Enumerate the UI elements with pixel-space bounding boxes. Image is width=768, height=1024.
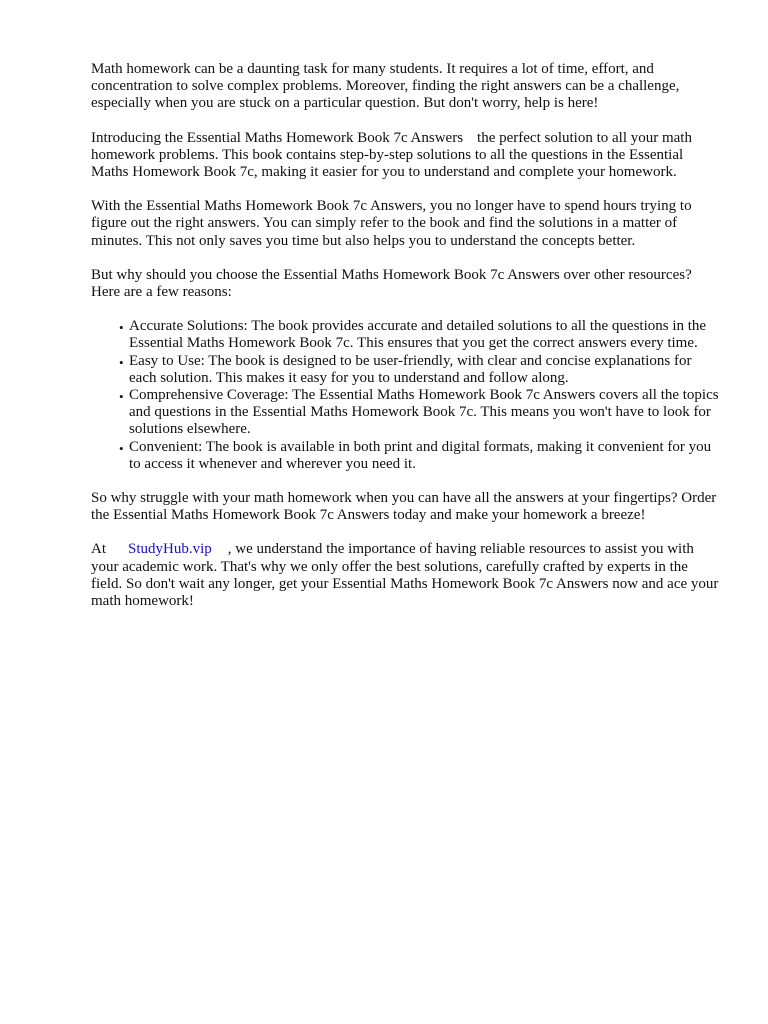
introducing-text-end: the perfect solution to all your math homework problems. This book contains step-by-step solutions to all the questions in the Essential Maths Homework Book 7c, making it easier for you to understand and complete your homework. <box>91 129 692 181</box>
closing-paragraph <box>91 541 721 610</box>
list-item-text: Accurate Solutions: The book provides accurate and detailed solutions to all the questions in the Essential Maths Homework Book 7c. This ensures that you get the correct answers every time. <box>129 318 707 352</box>
list-item-text: Convenient: The book is available in both print and digital formats, making it convenient for you to access it whenever and wherever you need it. <box>129 438 712 472</box>
document-body <box>91 61 721 627</box>
list-item <box>119 438 721 473</box>
closing-prefix: At <box>91 541 106 558</box>
intro-paragraph: Math homework can be a daunting task for many students. It requires a lot of time, effort, and concentration to solve complex problems. Moreover, finding the right answers can be a challenge, especially when you are stuck on a particular question. But don't worry, help is here! <box>91 61 680 112</box>
list-item-text: Comprehensive Coverage: The Essential Maths Homework Book 7c Answers covers all the topics and questions in the Essential Maths Homework Book 7c. This means you won't have to look for solutions elsewhere. <box>129 387 719 438</box>
list-item <box>119 318 721 352</box>
studyhub-link[interactable]: StudyHub.vip <box>128 541 212 558</box>
list-item <box>119 352 721 387</box>
reasons-intro-paragraph: But why should you choose the Essential Maths Homework Book 7c Answers over other resources? Here are a few reasons: <box>91 266 692 301</box>
reasons-list <box>91 318 721 473</box>
introducing-text-start: Introducing the Essential Maths Homework Book 7c Answers <box>91 129 464 146</box>
bullet-icon: • <box>119 440 124 456</box>
introducing-paragraph <box>91 130 721 182</box>
call-to-action-paragraph: So why struggle with your math homework when you can have all the answers at your fingertips? Order the Essential Maths Homework Book 7c Answers today and make your homework a breeze! <box>91 490 717 524</box>
bullet-icon: • <box>119 389 124 405</box>
bullet-icon: • <box>119 320 124 336</box>
bullet-icon: • <box>119 354 124 370</box>
time-saving-paragraph: With the Essential Maths Homework Book 7c Answers, you no longer have to spend hours trying to figure out the right answers. You can simply refer to the book and find the solutions in a matter of minutes. This not only saves you time but also helps you to understand the concepts better. <box>91 198 692 249</box>
list-item-text: Easy to Use: The book is designed to be user-friendly, with clear and concise explanations for each solution. This makes it easy for you to understand and follow along. <box>129 352 692 386</box>
list-item <box>119 387 721 439</box>
closing-text: , we understand the importance of having reliable resources to assist you with your academic work. That's why we only offer the best solutions, carefully crafted by experts in the field. So don't wait any longer, get your Essential Maths Homework Book 7c Answers now and ace your math homework! <box>91 541 719 610</box>
